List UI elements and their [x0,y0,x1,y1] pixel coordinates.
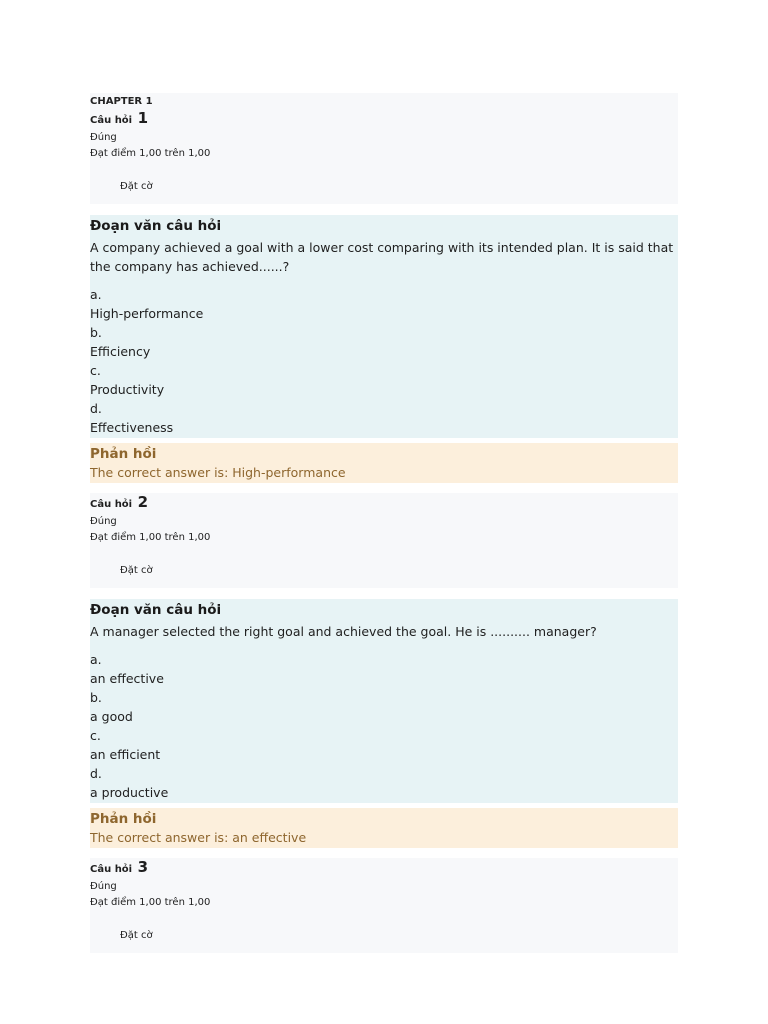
answer-letter: c. [90,363,101,378]
answer-letter: d. [90,401,102,416]
question-1-answers [90,285,678,438]
answer-letter: d. [90,766,102,781]
question-3-flag [90,911,678,953]
answer-text: a good [90,709,133,724]
answer-letter: c. [90,728,101,743]
answer-option-c[interactable] [90,726,678,764]
question-1-text: A company achieved a goal with a lower cost comparing with its intended plan. It is said that the company has achieved......? [90,240,674,274]
feedback-heading: Phản hồi [90,811,157,827]
answer-letter: a. [90,652,102,667]
question-2-answers [90,650,678,803]
feedback-text: The correct answer is: an effective [90,830,307,845]
question-label: Câu hỏi [90,115,133,126]
answer-text: Productivity [90,382,165,397]
answer-option-c[interactable] [90,361,678,399]
answer-letter: b. [90,690,102,705]
question-number: 2 [137,493,149,511]
answer-letter: b. [90,325,102,340]
question-3-grade: Đạt điểm 1,00 trên 1,00 [90,897,211,908]
flag-question-link[interactable]: Đặt cờ [120,565,153,576]
flag-question-link[interactable]: Đặt cờ [120,181,153,192]
answer-option-b[interactable] [90,688,678,726]
answer-text: a productive [90,785,169,800]
question-text-heading: Đoạn văn câu hỏi [90,602,222,618]
question-2-feedback [90,808,678,848]
question-2-state: Đúng [90,516,117,527]
question-1-flag [90,162,678,204]
answer-option-a[interactable] [90,650,678,688]
feedback-text: The correct answer is: High-performance [90,465,346,480]
question-2-flag [90,546,678,588]
question-2-content [90,599,678,803]
question-2-text: A manager selected the right goal and achieved the goal. He is .......... manager? [90,624,597,639]
spacer [90,483,678,493]
question-3-info [90,858,678,953]
question-2-number [90,493,678,514]
question-1-number [90,109,678,130]
spacer [90,848,678,858]
answer-option-d[interactable] [90,764,678,802]
answer-letter: a. [90,287,102,302]
question-number: 3 [137,858,149,876]
question-1-info [90,93,678,204]
answer-option-a[interactable] [90,285,678,323]
question-label: Câu hỏi [90,864,133,875]
question-1-state: Đúng [90,132,117,143]
question-1-grade: Đạt điểm 1,00 trên 1,00 [90,148,211,159]
quiz-review-page [90,93,678,953]
answer-option-b[interactable] [90,323,678,361]
question-1-feedback [90,443,678,483]
question-number: 1 [137,109,149,127]
answer-option-d[interactable] [90,399,678,437]
chapter-title: CHAPTER 1 [90,96,153,107]
question-label: Câu hỏi [90,499,133,510]
answer-text: an effective [90,671,164,686]
question-3-number [90,858,678,879]
question-1-content [90,215,678,438]
question-2-info [90,493,678,588]
flag-question-link[interactable]: Đặt cờ [120,930,153,941]
question-text-heading: Đoạn văn câu hỏi [90,218,222,234]
feedback-heading: Phản hồi [90,446,157,462]
question-2-grade: Đạt điểm 1,00 trên 1,00 [90,532,211,543]
answer-text: Efficiency [90,344,151,359]
question-3-state: Đúng [90,881,117,892]
answer-text: Effectiveness [90,420,174,435]
answer-text: an efficient [90,747,161,762]
answer-text: High-performance [90,306,204,321]
